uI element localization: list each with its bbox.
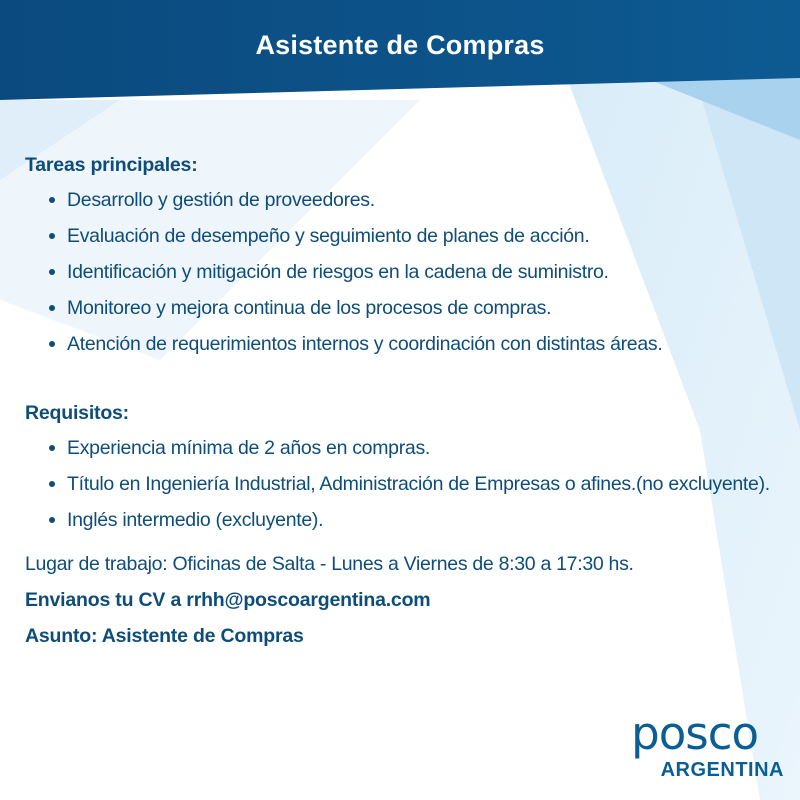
tasks-title: Tareas principales: [25,154,198,176]
logo-brand: posco [631,707,758,760]
list-item: Título en Ingeniería Industrial, Administración de Empresas o afines.(no excluyente). [47,466,777,502]
list-item: Evaluación de desempeño y seguimiento de planes de acción. [47,218,777,254]
posco-logo [604,707,784,782]
requirements-title: Requisitos: [25,402,129,424]
list-item: Atención de requerimientos internos y coordinación con distintas áreas. [47,326,777,362]
logo-subtitle: ARGENTINA [660,759,784,781]
requirements-list [47,430,777,538]
work-location: Lugar de trabajo: Oficinas de Salta - Lunes a Viernes de 8:30 a 17:30 hs. [25,553,634,575]
list-item: Desarrollo y gestión de proveedores. [47,182,777,218]
job-description [25,148,777,654]
send-cv-text: Envianos tu CV a rrhh@poscoargentina.com [25,589,431,611]
list-item: Monitoreo y mejora continua de los procesos de compras. [47,290,777,326]
list-item: Experiencia mínima de 2 años en compras. [47,430,777,466]
tasks-list [47,182,777,362]
email-subject: Asunto: Asistente de Compras [25,625,304,647]
list-item: Identificación y mitigación de riesgos en la cadena de suministro. [47,254,777,290]
header-banner [0,0,800,98]
page-title: Asistente de Compras [255,30,545,60]
list-item: Inglés intermedio (excluyente). [47,502,777,538]
